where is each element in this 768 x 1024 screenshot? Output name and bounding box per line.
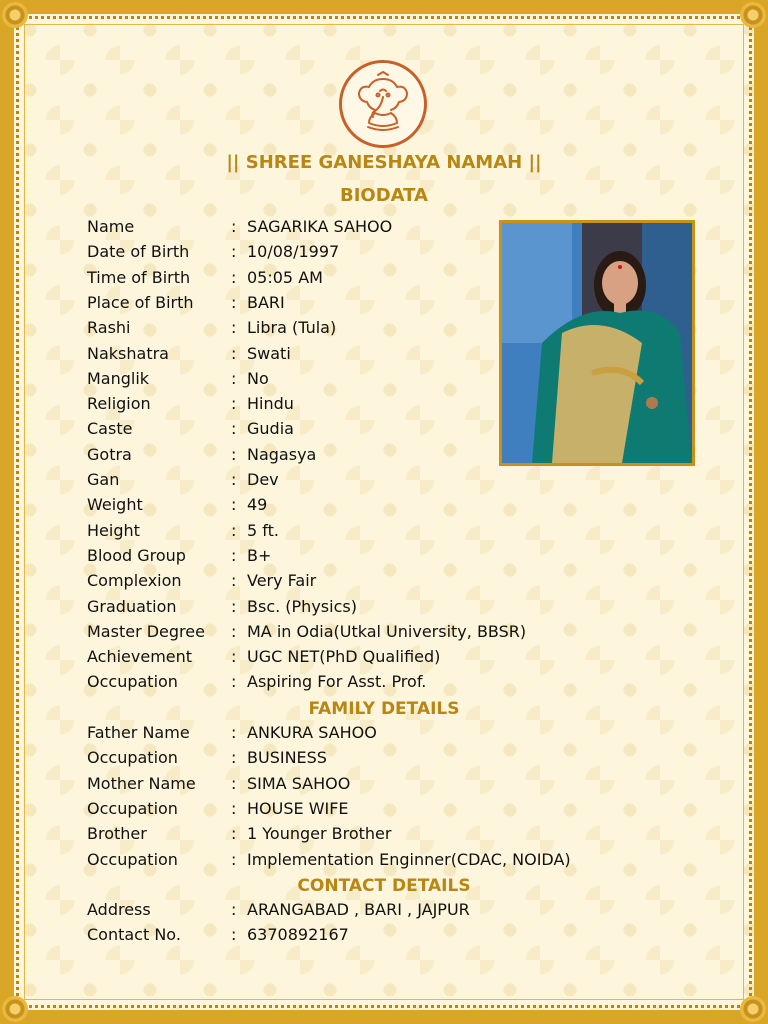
address-value: ARANGABAD , BARI , JAJPUR xyxy=(247,900,470,919)
height-label: Height xyxy=(87,520,140,540)
corner-ornament-bottom-left xyxy=(2,996,28,1022)
separator-colon: : xyxy=(231,545,237,565)
separator-colon: : xyxy=(231,444,237,464)
brother-label: Brother xyxy=(87,824,147,844)
mother-name-value: SIMA SAHOO xyxy=(247,773,351,793)
time-of-birth-value: 05:05 AM xyxy=(247,267,323,287)
separator-colon: : xyxy=(231,520,237,540)
occupation-value: Implementation Enginner(CDAC, NOIDA) xyxy=(247,849,571,869)
ganesha-icon xyxy=(339,60,427,148)
manglik-value: No xyxy=(247,368,269,388)
religion-label: Religion xyxy=(87,394,151,414)
graduation-label: Graduation xyxy=(87,596,177,616)
caste-label: Caste xyxy=(87,419,133,439)
nakshatra-label: Nakshatra xyxy=(87,343,169,363)
master-degree-value: MA in Odia(Utkal University, BBSR) xyxy=(247,621,527,641)
gotra-label: Gotra xyxy=(87,444,132,464)
separator-colon: : xyxy=(231,343,237,363)
date-of-birth-label: Date of Birth xyxy=(87,242,190,262)
complexion-label: Complexion xyxy=(87,571,182,591)
separator-colon: : xyxy=(231,925,237,945)
achievement-label: Achievement xyxy=(87,647,193,667)
date-of-birth-value: 10/08/1997 xyxy=(247,242,340,262)
height-value: 5 ft. xyxy=(247,520,279,540)
brother-value: 1 Younger Brother xyxy=(247,824,392,844)
blood-group-label: Blood Group xyxy=(87,545,186,565)
separator-colon: : xyxy=(231,824,237,844)
mother-name-label: Mother Name xyxy=(87,773,196,793)
weight-value: 49 xyxy=(247,495,268,515)
caste-value: Gudia xyxy=(247,419,294,439)
occupation-label: Occupation xyxy=(87,672,178,692)
achievement-value: UGC NET(PhD Qualified) xyxy=(247,647,441,667)
occupation-value: BUSINESS xyxy=(247,748,327,768)
complexion-value: Very Fair xyxy=(247,571,317,591)
separator-colon: : xyxy=(231,394,237,414)
separator-colon: : xyxy=(231,748,237,768)
profile-photo xyxy=(499,220,695,466)
separator-colon: : xyxy=(231,242,237,262)
gan-label: Gan xyxy=(87,470,120,489)
manglik-label: Manglik xyxy=(87,368,150,388)
occupation-value: HOUSE WIFE xyxy=(247,798,349,818)
separator-colon: : xyxy=(231,723,237,742)
gotra-value: Nagasya xyxy=(247,444,317,464)
separator-colon: : xyxy=(231,318,237,338)
invocation-heading: || SHREE GANESHAYA NAMAH || xyxy=(226,152,542,173)
weight-label: Weight xyxy=(87,495,143,515)
religion-value: Hindu xyxy=(247,394,294,414)
place-of-birth-value: BARI xyxy=(247,292,285,312)
separator-colon: : xyxy=(231,849,237,869)
nakshatra-value: Swati xyxy=(247,343,291,363)
occupation-label: Occupation xyxy=(87,748,178,768)
separator-colon: : xyxy=(231,470,237,489)
separator-colon: : xyxy=(231,571,237,591)
contact-details-heading: CONTACT DETAILS xyxy=(297,876,471,896)
blood-group-value: B+ xyxy=(247,545,272,565)
separator-colon: : xyxy=(231,217,237,236)
separator-colon: : xyxy=(231,773,237,793)
separator-colon: : xyxy=(231,267,237,287)
separator-colon: : xyxy=(231,900,237,919)
name-value: SAGARIKA SAHOO xyxy=(247,217,393,236)
separator-colon: : xyxy=(231,672,237,692)
gan-value: Dev xyxy=(247,470,279,489)
biodata-title: BIODATA xyxy=(339,185,428,206)
separator-colon: : xyxy=(231,596,237,616)
contact-no-value: 6370892167 xyxy=(247,925,349,945)
corner-ornament-top-right xyxy=(740,2,766,28)
rashi-label: Rashi xyxy=(87,318,131,338)
separator-colon: : xyxy=(231,495,237,515)
father-name-label: Father Name xyxy=(87,723,190,742)
address-label: Address xyxy=(87,900,151,919)
master-degree-label: Master Degree xyxy=(87,621,205,641)
separator-colon: : xyxy=(231,292,237,312)
place-of-birth-label: Place of Birth xyxy=(87,292,194,312)
occupation-label: Occupation xyxy=(87,849,178,869)
separator-colon: : xyxy=(231,798,237,818)
separator-colon: : xyxy=(231,419,237,439)
corner-ornament-top-left xyxy=(2,2,28,28)
family-details-heading: FAMILY DETAILS xyxy=(308,699,460,719)
contact-no-label: Contact No. xyxy=(87,925,181,945)
occupation-label: Occupation xyxy=(87,798,178,818)
time-of-birth-label: Time of Birth xyxy=(87,267,191,287)
name-label: Name xyxy=(87,217,135,236)
corner-ornament-bottom-right xyxy=(740,996,766,1022)
separator-colon: : xyxy=(231,647,237,667)
rashi-value: Libra (Tula) xyxy=(247,318,337,338)
father-name-value: ANKURA SAHOO xyxy=(247,723,377,742)
occupation-value: Aspiring For Asst. Prof. xyxy=(247,672,427,692)
separator-colon: : xyxy=(231,368,237,388)
separator-colon: : xyxy=(231,621,237,641)
graduation-value: Bsc. (Physics) xyxy=(247,596,357,616)
